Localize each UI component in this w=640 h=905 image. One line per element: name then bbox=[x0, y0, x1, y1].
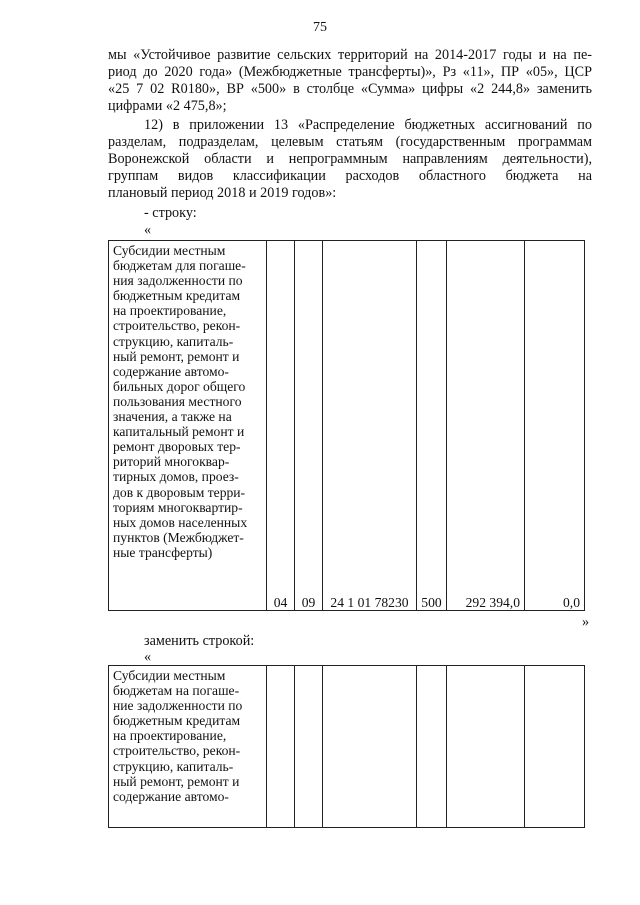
close-quote: » bbox=[582, 614, 590, 630]
text-line: Воронежской области и непрограммным направлениям деятельности), bbox=[108, 151, 592, 167]
name-line: риторий многоквар- bbox=[113, 454, 230, 470]
sum-2018-cell: 292 394,0 bbox=[447, 241, 525, 611]
name-line: капитальный ремонт и bbox=[113, 424, 245, 440]
row-name-cell bbox=[109, 241, 267, 611]
old-row-table bbox=[108, 240, 585, 611]
text-line: «25 7 02 R0180», ВР «500» в столбце «Сумма» цифры «2 244,8» заменить bbox=[108, 81, 592, 97]
name-line: бюджетным кредитам bbox=[113, 288, 241, 304]
name-line: ремонт дворовых тер- bbox=[113, 439, 241, 455]
name-line: ные трансферты) bbox=[113, 544, 213, 560]
intro-paragraph bbox=[108, 47, 592, 115]
name-line: содержание автомо- bbox=[113, 788, 229, 804]
replace-label: заменить строкой: bbox=[144, 633, 255, 649]
name-line: ние задолженности по bbox=[113, 698, 243, 714]
vr-cell bbox=[417, 666, 447, 828]
name-line: пунктов (Межбюджет- bbox=[113, 529, 244, 545]
text-line: разделам, подразделам, целевым статьям (государственным программам bbox=[108, 134, 592, 150]
sum-2019-cell bbox=[525, 666, 585, 828]
sum-2018-cell bbox=[447, 666, 525, 828]
name-line: струкцию, капиталь- bbox=[113, 758, 234, 774]
table-row bbox=[109, 666, 585, 828]
name-line: бюджетным кредитам bbox=[113, 713, 241, 729]
name-line: ный ремонт, ремонт и bbox=[113, 348, 240, 364]
name-line: бюджетам на погаше- bbox=[113, 683, 240, 699]
rz-cell: 04 bbox=[267, 241, 295, 611]
open-quote: « bbox=[144, 222, 152, 238]
name-line: дов к дворовым терри- bbox=[113, 484, 246, 500]
name-line: содержание автомо- bbox=[113, 363, 229, 379]
row-label: - строку: bbox=[144, 205, 197, 221]
name-line: бильных дорог общего bbox=[113, 378, 246, 394]
name-line: ния задолженности по bbox=[113, 273, 243, 289]
name-line: на проектирование, bbox=[113, 728, 227, 744]
rz-cell bbox=[267, 666, 295, 828]
csr-cell: 24 1 01 78230 bbox=[323, 241, 417, 611]
row-name-cell bbox=[109, 666, 267, 828]
name-line: на проектирование, bbox=[113, 303, 227, 319]
name-line: тирных домов, проез- bbox=[113, 469, 239, 485]
pr-cell bbox=[295, 666, 323, 828]
name-line: бюджетам для погаше- bbox=[113, 258, 246, 274]
name-line: строительство, рекон- bbox=[113, 743, 241, 759]
page-number: 75 bbox=[313, 20, 327, 35]
name-line: ториям многоквартир- bbox=[113, 499, 243, 515]
text-line: мы «Устойчивое развитие сельских территорий на 2014-2017 годы и на пе- bbox=[108, 47, 592, 63]
text-line: риод до 2020 года» (Межбюджетные трансферты)», Рз «11», ПР «05», ЦСР bbox=[108, 64, 592, 80]
pr-cell: 09 bbox=[295, 241, 323, 611]
table-row bbox=[109, 241, 585, 611]
name-line: струкцию, капиталь- bbox=[113, 333, 234, 349]
open-quote-2: « bbox=[144, 649, 152, 665]
item-12-paragraph bbox=[108, 117, 592, 202]
name-line: строительство, рекон- bbox=[113, 318, 241, 334]
sum-2019-cell: 0,0 bbox=[525, 241, 585, 611]
text-line: цифрами «2 475,8»; bbox=[108, 98, 227, 114]
name-line: Субсидии местным bbox=[113, 243, 226, 258]
vr-cell: 500 bbox=[417, 241, 447, 611]
new-row-table bbox=[108, 665, 585, 828]
text-line: плановый период 2018 и 2019 годов»: bbox=[108, 185, 337, 201]
name-line: ный ремонт, ремонт и bbox=[113, 773, 240, 789]
name-line: значения, а также на bbox=[113, 409, 232, 425]
text-line: группам видов классификации расходов областного бюджета на bbox=[108, 168, 592, 184]
csr-cell bbox=[323, 666, 417, 828]
text-line: 12) в приложении 13 «Распределение бюджетных ассигнований по bbox=[144, 117, 592, 133]
name-line: пользования местного bbox=[113, 393, 242, 409]
name-line: Субсидии местным bbox=[113, 668, 226, 683]
name-line: ных домов населенных bbox=[113, 514, 248, 530]
